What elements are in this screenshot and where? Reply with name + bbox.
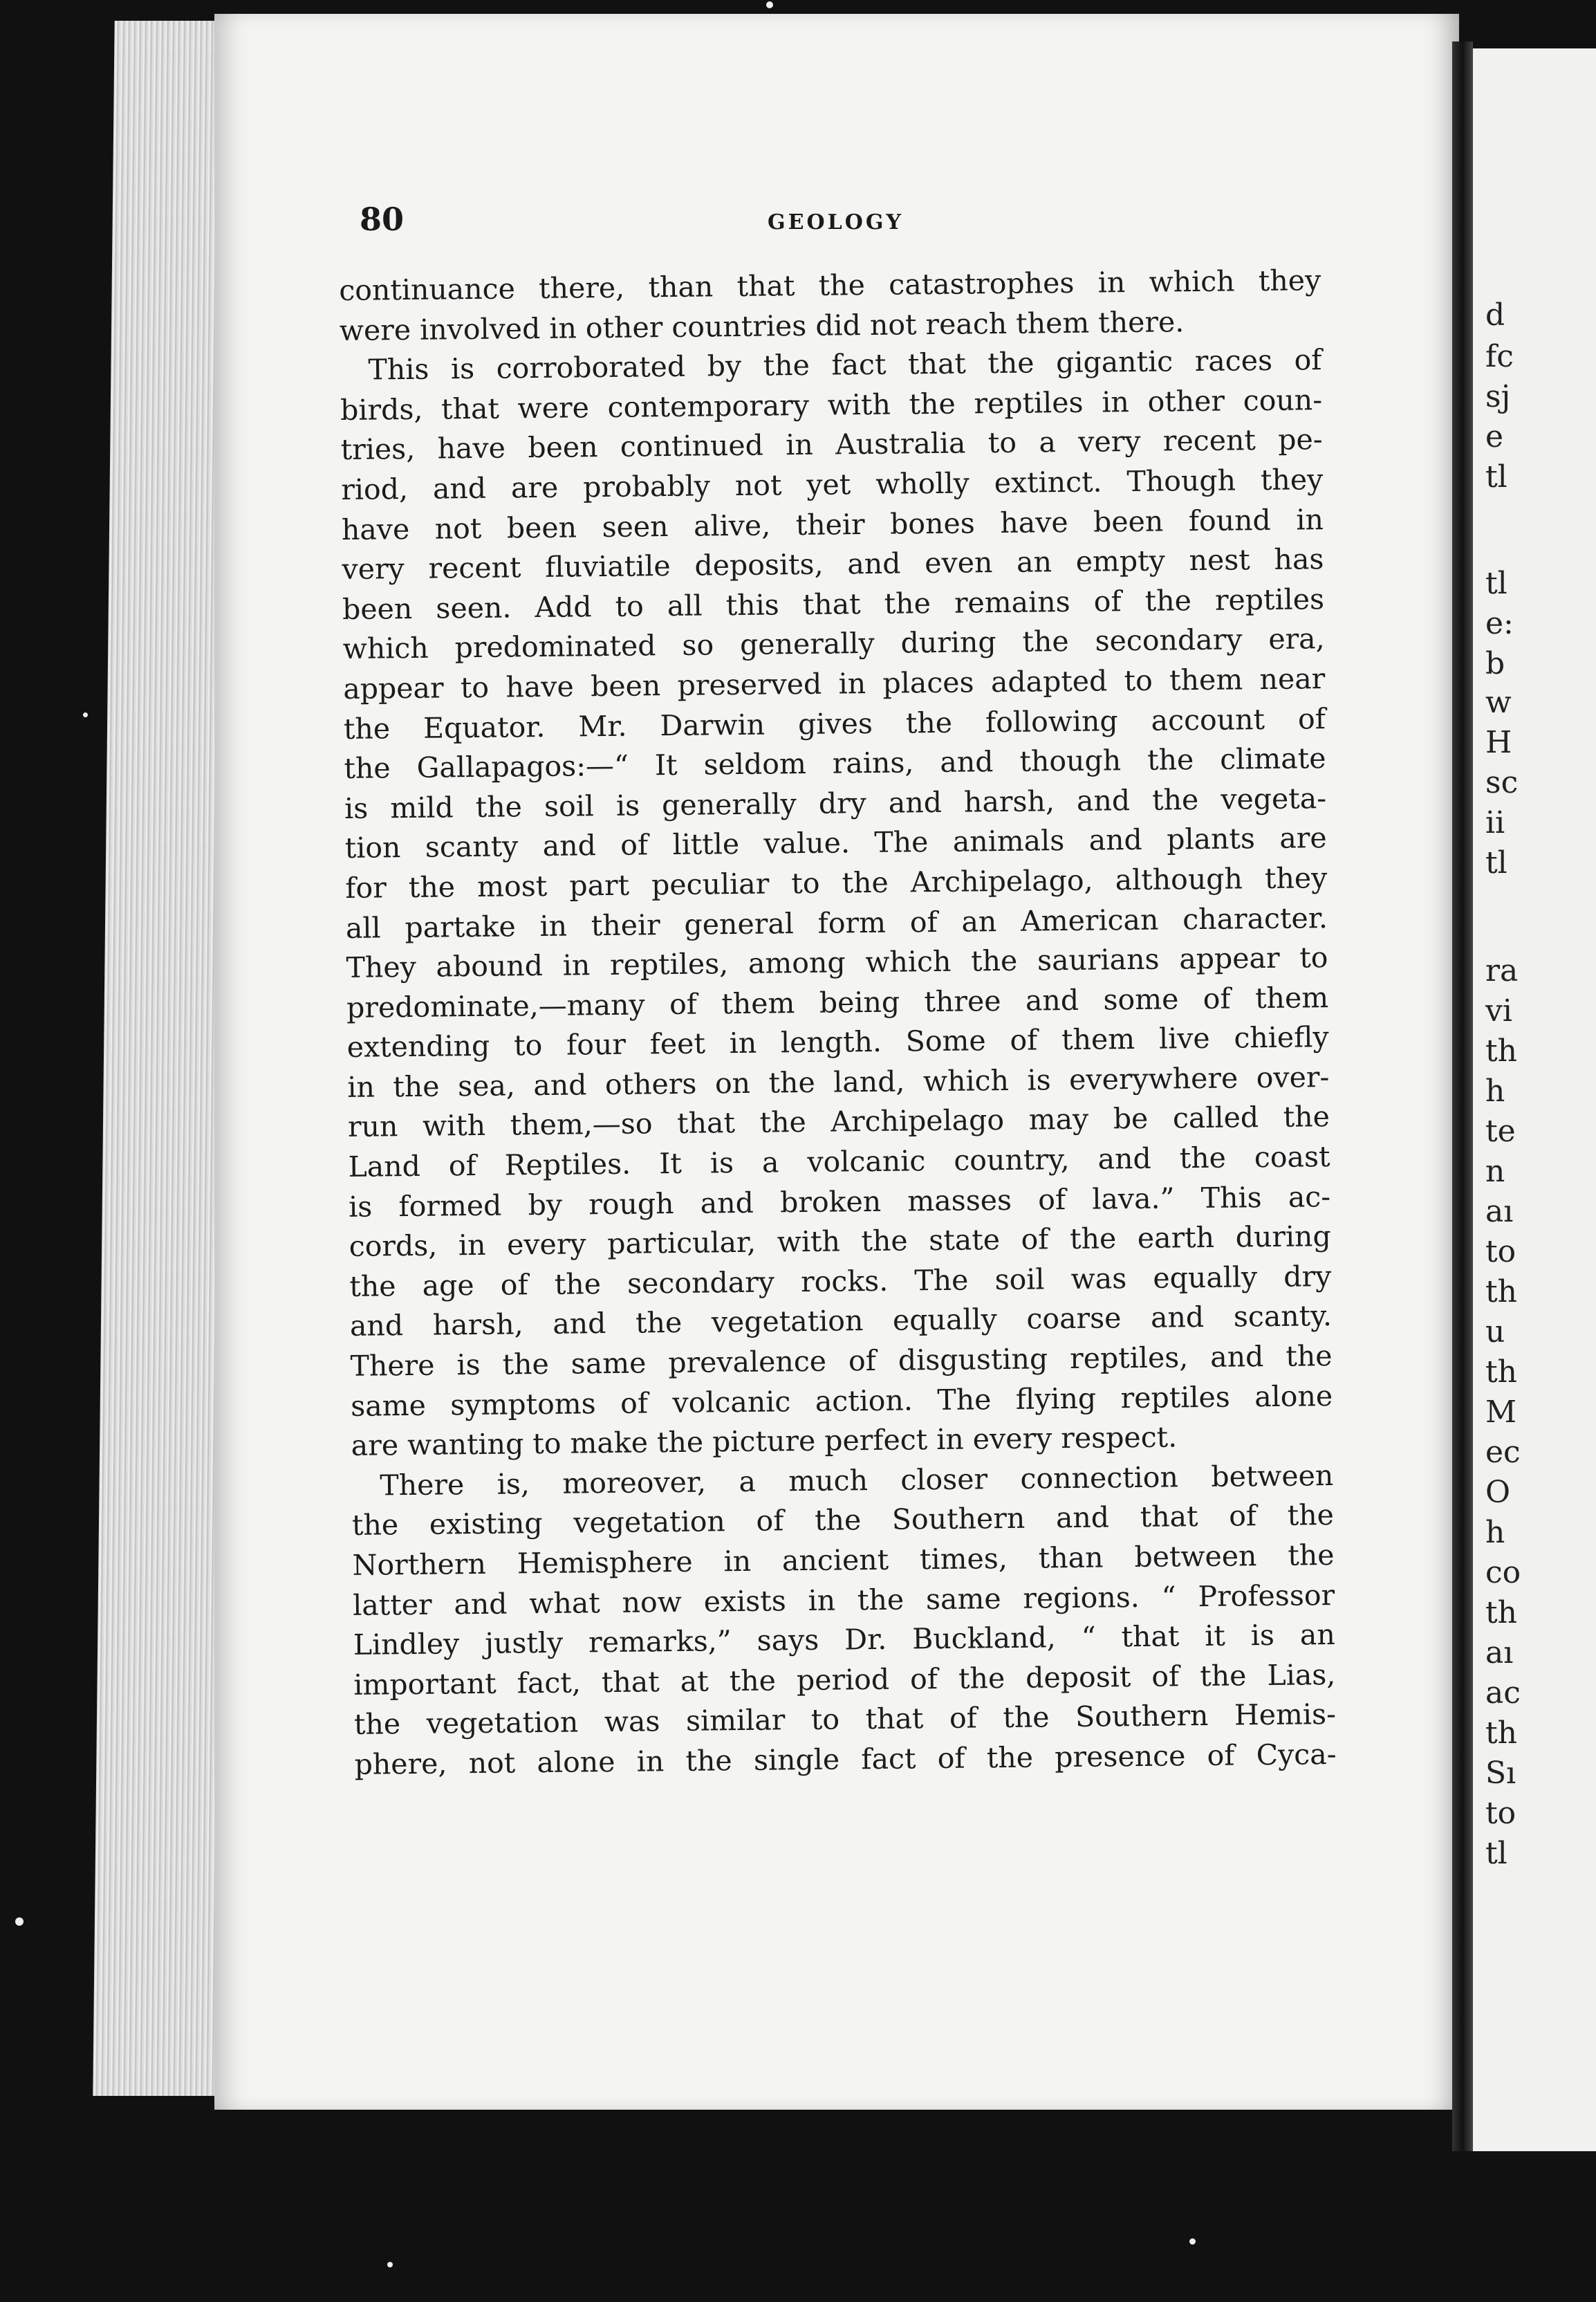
text-line: birds, that were contemporary with the reptiles in other coun-	[340, 383, 1323, 427]
facing-page-fragment: ac	[1485, 1675, 1521, 1711]
text-line: were involved in other countries did not reach them there.	[339, 304, 1185, 347]
facing-page-fragment: b	[1485, 646, 1505, 681]
text-line: the age of the secondary rocks. The soil was equally dry	[349, 1259, 1332, 1303]
text-line: continuance there, than that the catastrophes in which they	[339, 264, 1321, 307]
text-line: same symptoms of volcanic action. The flying reptiles alone	[350, 1379, 1333, 1423]
facing-page-fragment: th	[1485, 1595, 1518, 1630]
text-line: predominate,—many of them being three and some of them	[346, 980, 1329, 1024]
running-head: GEOLOGY	[768, 210, 904, 234]
text-line: cords, in every particular, with the state of the earth during	[349, 1219, 1331, 1264]
facing-page-fragment: aı	[1485, 1635, 1514, 1670]
text-line: tries, have been continued in Australia to a very recent pe-	[340, 423, 1323, 467]
page-number: 80	[360, 201, 405, 238]
text-line: which predominated so generally during the secondary era,	[342, 622, 1325, 666]
text-line: There is, moreover, a much closer connection between	[351, 1458, 1334, 1502]
text-line: run with them,—so that the Archipelago may be called the	[347, 1100, 1330, 1144]
text-line: tion scanty and of little value. The animals and plants are	[344, 821, 1327, 865]
book-gutter	[1452, 42, 1473, 2151]
facing-page-fragment: O	[1485, 1475, 1511, 1510]
facing-page-fragment: ra	[1485, 953, 1519, 988]
facing-page-fragment: to	[1485, 1796, 1516, 1831]
facing-page-fragment: H	[1485, 725, 1512, 760]
facing-page-fragment: Sı	[1485, 1756, 1516, 1791]
facing-page-fragment: h	[1485, 1515, 1505, 1550]
text-line: have not been seen alive, their bones have been found in	[341, 502, 1324, 546]
text-line: important fact, that at the period of the deposit of the Lias,	[353, 1657, 1336, 1702]
text-line: the vegetation was similar to that of the Southern Hemis-	[353, 1697, 1337, 1742]
text-line: the Gallapagos:—“ It seldom rains, and though the climate	[344, 742, 1326, 786]
body-text	[339, 261, 1337, 1785]
text-line: the Equator. Mr. Darwin gives the following account of	[343, 701, 1326, 746]
facing-page-fragment: sj	[1485, 379, 1511, 414]
facing-page-fragment: d	[1485, 297, 1505, 333]
text-line: This is corroborated by the fact that the gigantic races of	[340, 343, 1322, 387]
text-line: for the most part peculiar to the Archipelago, although they	[345, 860, 1328, 905]
facing-page-fragment: to	[1485, 1234, 1516, 1269]
text-line: Land of Reptiles. It is a volcanic country, and the coast	[348, 1140, 1330, 1184]
text-line: They abound in reptiles, among which the saurians appear to	[346, 941, 1328, 985]
text-line: latter and what now exists in the same regions. “ Professor	[352, 1578, 1335, 1622]
facing-page-fragment: vi	[1485, 993, 1512, 1029]
scan-speck	[83, 712, 88, 717]
page-header	[360, 201, 1314, 242]
facing-page-fragment: ii	[1485, 805, 1505, 840]
facing-page-fragment: M	[1485, 1394, 1517, 1430]
facing-page-fragment: te	[1485, 1114, 1516, 1149]
text-line: been seen. Add to all this that the remains of the reptiles	[342, 582, 1325, 626]
text-line: is formed by rough and broken masses of lava.” This ac-	[348, 1179, 1331, 1224]
text-line: very recent fluviatile deposits, and even an empty nest has	[342, 542, 1324, 587]
text-line: appear to have been preserved in places adapted to them near	[343, 662, 1326, 706]
text-line: Lindley justly remarks,” says Dr. Buckland, “ that it is an	[353, 1618, 1335, 1662]
text-line: phere, not alone in the single fact of the presence of Cyca-	[354, 1737, 1337, 1781]
facing-page-fragment: co	[1485, 1555, 1521, 1590]
scan-speck	[15, 1917, 24, 1926]
facing-page-fragment: e:	[1485, 606, 1514, 641]
text-line: There is the same prevalence of disgusting reptiles, and the	[350, 1339, 1333, 1383]
facing-page-fragment: th	[1485, 1354, 1518, 1390]
text-line: and harsh, and the vegetation equally coarse and scanty.	[349, 1299, 1333, 1343]
facing-page-fragment: h	[1485, 1074, 1505, 1109]
facing-page-fragment: n	[1485, 1154, 1505, 1189]
facing-page-fragment: tl	[1485, 566, 1507, 601]
text-line: riod, and are probably not yet wholly extinct. Though they	[341, 463, 1324, 506]
scan-speck	[1189, 2238, 1196, 2245]
facing-page-fragment: fc	[1485, 339, 1514, 374]
scan-speck	[766, 1, 773, 8]
scan-speck	[387, 2262, 393, 2267]
facing-page-fragment: th	[1485, 1033, 1518, 1069]
facing-page-fragment: e	[1485, 419, 1504, 454]
facing-page-fragment: tl	[1485, 845, 1507, 881]
text-line: extending to four feet in length. Some of them live chiefly	[346, 1020, 1329, 1065]
text-line: in the sea, and others on the land, which is everywhere over-	[347, 1060, 1330, 1104]
facing-page-fragment: tl	[1485, 1836, 1507, 1871]
facing-page-fragment: w	[1485, 685, 1512, 720]
facing-page-fragment: ec	[1485, 1435, 1521, 1470]
facing-page-fragment: th	[1485, 1274, 1518, 1309]
text-line: the existing vegetation of the Southern and that of the	[351, 1498, 1335, 1543]
text-line: Northern Hemisphere in ancient times, than between the	[352, 1538, 1335, 1582]
text-line: is mild the soil is generally dry and harsh, and the vegeta-	[344, 781, 1327, 825]
text-line: all partake in their general form of an American character.	[345, 901, 1328, 945]
facing-page-fragment: aı	[1485, 1194, 1514, 1229]
facing-page-fragment: tl	[1485, 459, 1507, 495]
facing-page-fragment: sc	[1485, 765, 1519, 800]
text-line: are wanting to make the picture perfect in every respect.	[351, 1420, 1178, 1463]
facing-page-fragment: th	[1485, 1715, 1518, 1751]
facing-page-fragment: u	[1485, 1314, 1505, 1350]
